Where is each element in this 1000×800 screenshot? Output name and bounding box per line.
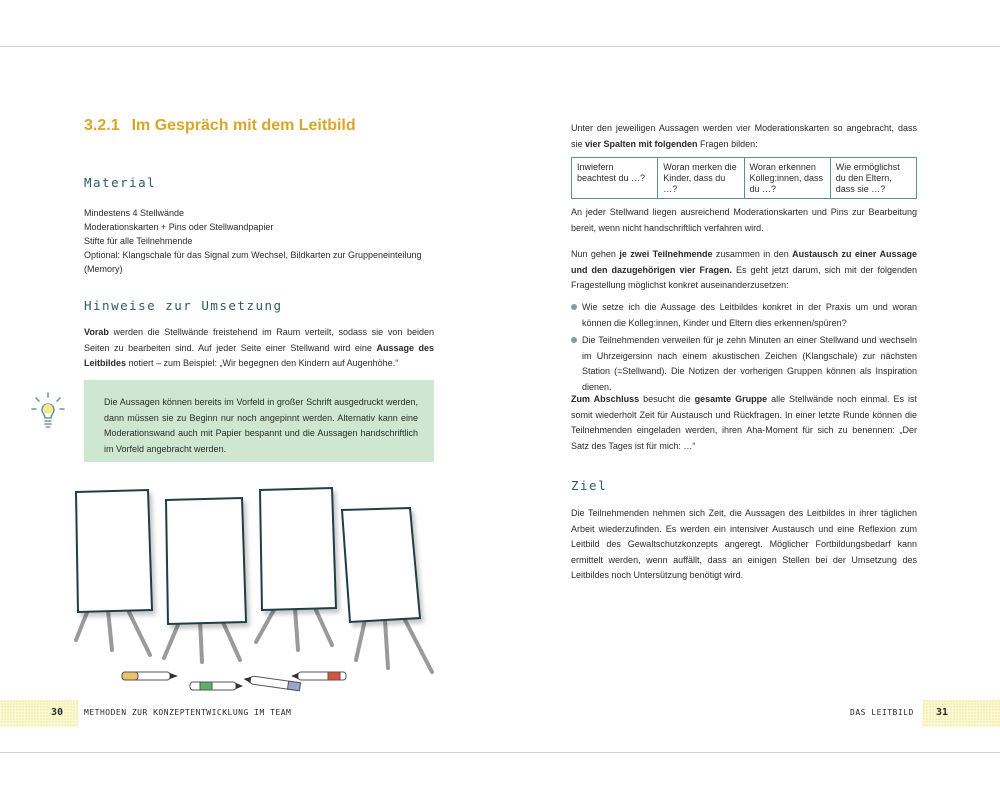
easels-with-markers-illustration [60,480,450,695]
tip-box: Die Aussagen können bereits im Vorfeld in großer Schrift ausgedruckt werden, dann müssen sie zu Beginn nur noch angepinnt werden. Alternativ kann eine Moderationswand auch mit Papier bespannt und die Aussagen handschriftlich im Vorfeld angebracht werden. [84,380,434,462]
footer-label-right: DAS LEITBILD [850,708,914,717]
conclusion-paragraph [571,392,917,454]
bullet-list [571,300,917,395]
intro-paragraph [571,121,917,152]
table-row [572,158,917,199]
hinweise-heading: Hinweise zur Umsetzung [84,298,283,313]
section-title [84,117,356,135]
table-cell: Wie ermöglichst du den Eltern, dass sie …? [830,158,916,199]
paragraph-text: notiert – zum Beispiel: „Wir begegnen den Kindern auf Augenhöhe.“ [126,358,399,368]
marker [190,682,243,690]
bold-text: gesamte Gruppe [694,394,768,404]
marker [122,672,178,680]
easel [256,488,336,650]
bullet-dot-icon [571,304,577,310]
material-item: Stifte für alle Teilnehmende [84,236,193,246]
bold-text: Aussage des Leitbildes [84,342,435,368]
pins-paragraph: An jeder Stellwand liegen ausreichend Moderationskarten und Pins zur Bearbeitung bereit, wenn nicht handschriftlich verfahren wird. [571,207,917,233]
bold-text: je zwei Teilnehmende [619,249,713,259]
ziel-paragraph: Die Teilnehmenden nehmen sich Zeit, die Aussagen des Leitbildes in ihrer täglichen Arbeit wiederzufinden. Es werden ein intensiver Austausch und eine Reflexion zum Leitbild des Gewaltschutzkonzepts angeregt. Möglicher Fortbildungsbedarf kann ermittelt werden, wenn auffällt, dass an einigen Stellen bei der Umsetzung des Leitbildes noch Untersützung benötigt wird. [571,508,917,580]
paragraph-text: Nun gehen [571,249,620,259]
ziel-heading: Ziel [571,478,608,493]
bold-text: Zum Abschluss [571,394,640,404]
marker [243,675,301,691]
page-number-right: 31 [936,707,949,718]
paragraph-text: besucht die [639,394,695,404]
exchange-paragraph [571,247,917,294]
marker [291,672,346,680]
footer-band-right [922,700,1000,727]
questions-table [571,157,917,199]
bold-text: Vorab [84,327,109,337]
table-cell: Woran erkennen Kolleg:innen, dass du …? [744,158,830,199]
paragraph-text: Es geht jetzt darum, sich mit der folgenden Fragestellung möglichst konkret auseinanderzusetzen: [571,264,917,290]
table-cell: Inwiefern beachtest du …? [572,158,658,199]
list-item-text: Die Teilnehmenden verweilen für je zehn Minuten an einer Stellwand und wechseln im Uhrzeigersinn nach einem akustischen Zeichen (Klangschale) zur nächsten Station (=Stellwand). Die Notizen der vorherigen Gruppen können als Inspiration dienen. [582,335,917,392]
material-item: Mindestens 4 Stellwände [84,208,185,218]
footer-band-left [0,700,78,727]
section-title-text: Im Gespräch mit dem Leitbild [131,117,356,134]
section-number: 3.2.1 [84,117,120,134]
page-number-left: 30 [51,707,64,718]
easel [342,508,432,672]
material-item: Optional: Klangschale für das Signal zum Wechsel, Bildkarten zur Gruppeneinteilung (Memory) [84,250,422,274]
easel [76,490,152,655]
footer-label-left: METHODEN ZUR KONZEPTENTWICKLUNG IM TEAM [84,708,292,717]
paragraph-text: zusammen in den [712,249,793,259]
page-bottom-edge [0,752,1000,753]
table-cell: Woran merken die Kinder, dass du …? [658,158,744,199]
material-list [84,206,434,276]
list-item [571,300,917,331]
paragraph-text: werden die Stellwände freistehend im Raum verteilt, sodass sie von beiden Seiten zu bearbeiten sind. Auf jeder Seite einer Stellwand wird eine [84,327,434,353]
bullet-dot-icon [571,337,577,343]
bold-text: Austausch zu einer Aussage und den dazugehörigen vier Fragen. [571,249,917,275]
paragraph-text: Fragen bilden: [697,138,758,149]
material-heading: Material [84,175,157,190]
paragraph-text: alle Stellwände noch einmal. Es ist somit wiederholt Zeit für Austausch und Rückfragen. In einer letzte Runde können die Teilnehmenden eingeladen werden, ihren Aha-Moment für sich zu benennen: „Der Satz des Tages ist für mich: …“ [571,394,917,451]
easel [164,498,246,662]
material-item: Moderationskarten + Pins oder Stellwandpapier [84,222,274,232]
list-item-text: Wie setze ich die Aussage des Leitbildes konkret in der Praxis um und woran können die Kolleg:innen, Kinder und Eltern dies erkennen/spüren? [582,302,917,328]
hinweise-paragraph [84,325,434,372]
list-item [571,333,917,395]
bold-text: vier Spalten mit folgenden [585,138,698,149]
page-top-edge [0,46,1000,47]
lightbulb-icon [30,391,66,431]
paragraph-text: Unter den jeweiligen Aussagen werden vier Moderationskarten so angebracht, dass sie [571,123,917,149]
